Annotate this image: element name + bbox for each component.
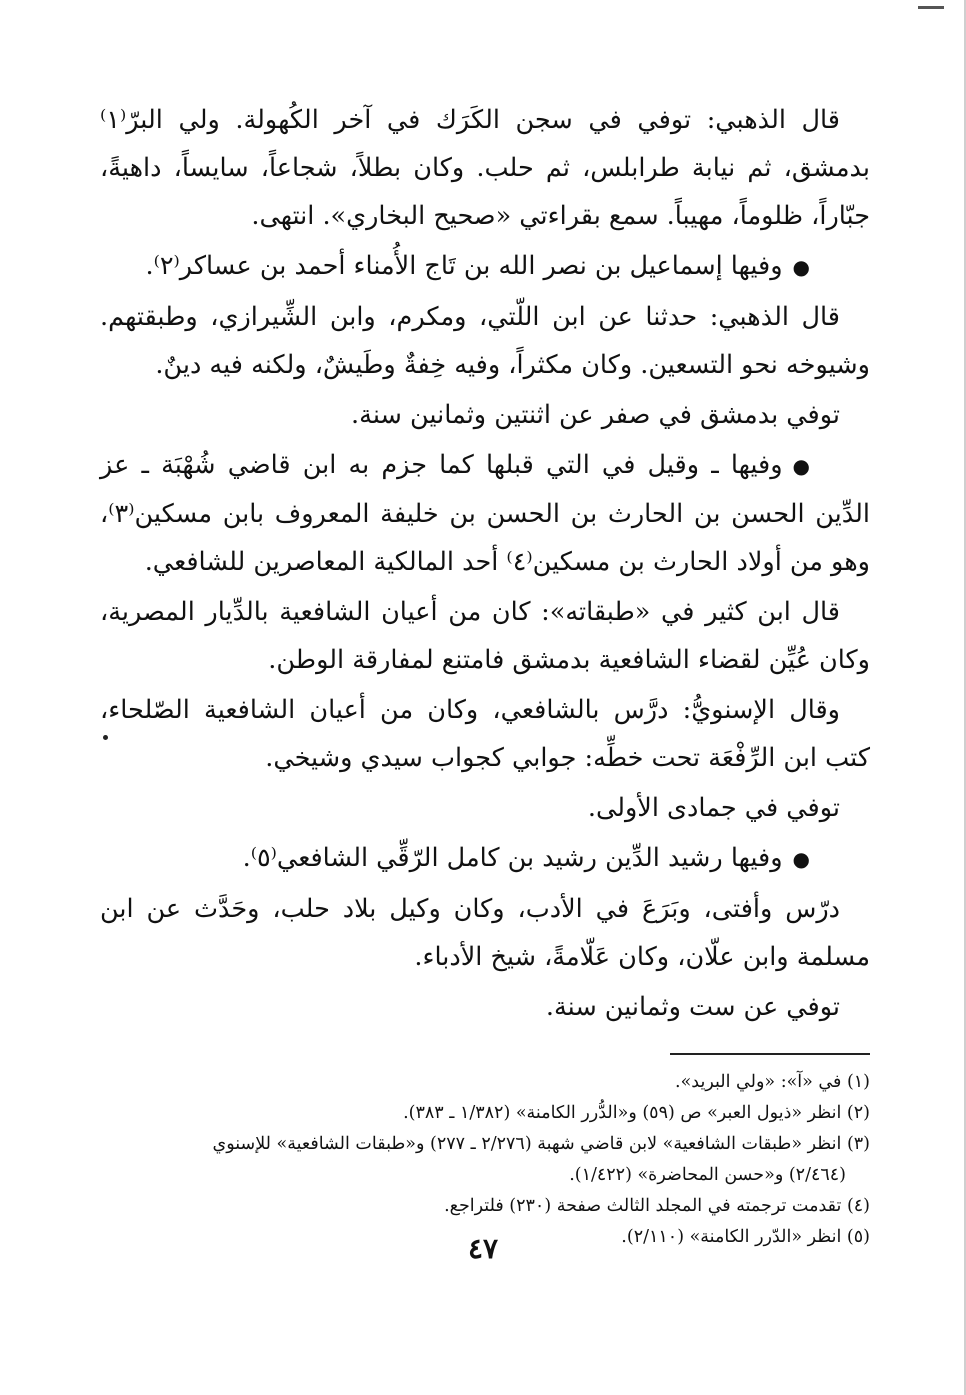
bullet-icon: ● [792,847,810,871]
paragraph-text: وفيها إسماعيل بن نصر الله بن تَاج الأُمناء أحمد بن عساكر⁽٢⁾. [145,251,783,281]
paragraph-text: قال الذهبي: حدثنا عن ابن اللّتي، ومكرم، وابن الشِّيرازي، وطبقتهم. وشيوخه نحو التسعين. وكان مكثراً، وفيه خِفةٌ وطَيشٌ، ولكنه فيه دينٌ. [100,302,870,380]
paragraph [100,391,870,439]
footnotes [100,1067,870,1253]
footnote-text: (٢) انظر «ذيول العبر» ص (٥٩) و«الدُّرر الكامنة» (١/٣٨٢ ـ ٣٨٣). [403,1103,870,1123]
footnote [100,1067,870,1098]
footnote-text: (٣) انظر «طبقات الشافعية» لابن قاضي شهبة (٢/٢٧٦ ـ ٢٧٧) و«طبقات الشافعية» للإسنوي [212,1134,870,1154]
paragraph-text: وفيها رشيد الدِّين رشيد بن كامل الرّقِّي الشافعي⁽٥⁾. [242,843,783,873]
paragraph-text: قال ابن كثير في «طبقاته»: كان من أعيان الشافعية بالدِّيار المصرية، وكان عُيِّن لقضاء الشافعية بدمشق فامتنع لمفارقة الوطن. [100,597,870,675]
paragraph-text: وفيها ـ وقيل في التي قبلها كما جزم به ابن قاضي شُهْبَة ـ عز الدِّين الحسن بن الحارث بن الحسن بن خليفة المعروف بابن مسكين⁽٣⁾، وهو من أولاد الحارث بن مسكين⁽٤⁾ أحد المالكية المعاصرين للشافعي. [100,450,870,577]
footnote [100,1129,870,1191]
paragraph [100,96,870,240]
footnote-text: (٤) تقدمت ترجمته في المجلد الثالث صفحة (٢٣٠) فلتراجع. [444,1196,870,1216]
paragraph [100,686,870,782]
bullet-icon: ● [792,255,810,279]
paragraph-text: توفي في جمادى الأولى. [587,793,840,823]
paragraph [100,983,870,1031]
paragraph-text: قال الذهبي: توفي في سجن الكَرَك في آخر الكُهولة. ولي البرّ⁽١⁾ بدمشق، ثم نيابة طرابلس، ثم حلب. وكان بطلاً، شجاعاً، سايساً، داهيةً، جبّاراً، ظلوماً، مهيباً. سمع بقراءتي «صحيح البخاري». انتهى. [100,105,870,231]
footnote-text: (٥) انظر «الدّرر الكامنة» (٢/١١٠). [621,1227,870,1247]
footnote [100,1098,870,1129]
bullet-paragraph [100,834,870,883]
paragraph-text: توفي عن ست وثمانين سنة. [545,992,840,1022]
page-number: ٤٧ [467,1232,499,1265]
paragraph [100,293,870,389]
bullet-paragraph [100,441,870,586]
paragraph-text: وقال الإسنويُّ: درَّس بالشافعي، وكان من أعيان الشافعية الصّلحاء، كتب ابن الرِّفْعَة تحت خطِّه: جوابي كجواب سيدي وشيخي. [100,695,870,773]
paragraph [100,885,870,981]
bullet-icon: ● [792,454,810,478]
paragraph-text: توفي بدمشق في صفر عن اثنتين وثمانين سنة. [351,400,840,430]
page-body [100,96,870,1253]
paragraph [100,588,870,684]
paragraph-text: درّس وأفتى، وبَرَعَ في الأدب، وكان وكيل بلاد حلب، وحَدَّث عن ابن مسلمة وابن علّان، وكان عَلّامةً، شيخ الأدباء. [100,894,870,972]
footnote [100,1191,870,1222]
scan-mark [918,6,944,9]
bullet-paragraph [100,242,870,291]
paragraph [100,784,870,832]
footnote-continuation: (٢/٤٦٤) و«حسن المحاضرة» (١/٤٢٢). [569,1165,846,1185]
footnote-separator [670,1053,870,1055]
footnote-text: (١) في «آ»: «ولي البريد». [675,1072,870,1092]
